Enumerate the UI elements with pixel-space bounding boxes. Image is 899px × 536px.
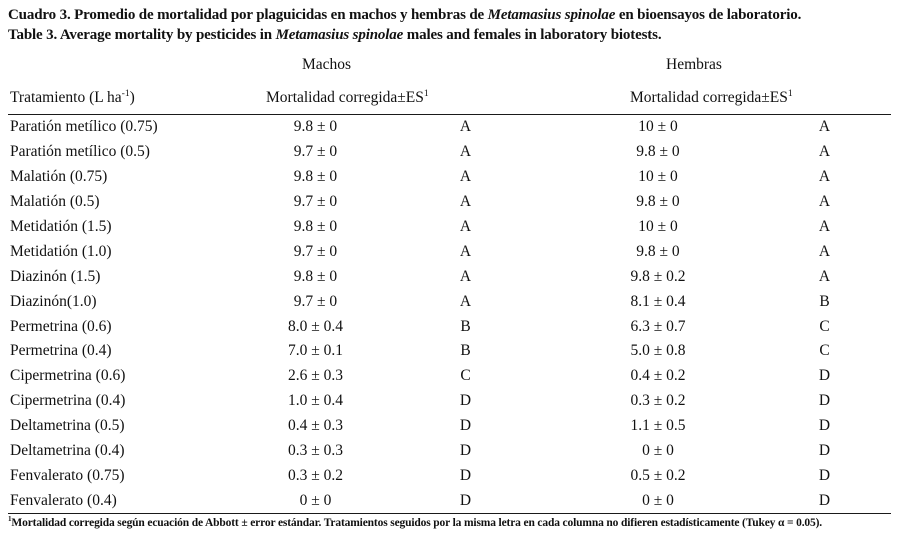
cell-hembras-value: 9.8 ± 0.2 <box>630 267 686 285</box>
cell-hembras-value: 8.1 ± 0.4 <box>630 292 686 310</box>
cell-treatment: Malatión (0.75) <box>10 168 108 186</box>
cell-machos-letter: D <box>459 392 472 410</box>
mortality-hembras-sup: 1 <box>787 87 793 99</box>
cell-machos-letter: D <box>459 442 472 460</box>
treatment-header-suffix: ) <box>129 89 135 106</box>
cell-machos-letter: A <box>459 193 472 211</box>
cell-machos-value: 9.8 ± 0 <box>293 267 338 285</box>
cell-machos-letter: A <box>459 218 472 235</box>
cell-machos-value: 0.4 ± 0.3 <box>287 417 343 435</box>
column-header-treatment <box>10 89 135 107</box>
table-row <box>8 389 891 414</box>
cell-machos-value: 9.8 ± 0 <box>293 168 338 186</box>
cell-hembras-value: 10 ± 0 <box>638 168 678 186</box>
group-header-machos: Machos <box>302 56 352 73</box>
table-row <box>8 488 891 513</box>
cell-machos-letter: A <box>459 267 472 285</box>
table-group-header-row <box>8 54 891 78</box>
cell-machos-letter: D <box>459 466 472 484</box>
cell-hembras-letter: C <box>819 342 830 360</box>
treatment-header-text: Tratamiento (L ha <box>10 89 122 106</box>
footnote-sup: 1 <box>8 515 12 524</box>
cell-hembras-value: 10 ± 0 <box>638 118 678 136</box>
cell-machos-value: 8.0 ± 0.4 <box>287 317 343 335</box>
column-header-mortality-machos <box>266 89 429 107</box>
cell-machos-letter: A <box>459 168 472 186</box>
table-row <box>8 165 891 190</box>
cell-hembras-value: 1.1 ± 0.5 <box>630 417 686 435</box>
table-row <box>8 239 891 264</box>
table-caption <box>8 6 891 45</box>
cell-treatment: Diazinón (1.5) <box>10 267 101 285</box>
cell-treatment: Diazinón(1.0) <box>10 292 97 310</box>
caption-es-suffix: en bioensayos de laboratorio. <box>615 7 802 23</box>
cell-machos-letter: A <box>459 242 472 260</box>
table-body <box>8 115 891 513</box>
table-row <box>8 115 891 140</box>
cell-hembras-value: 0 ± 0 <box>642 491 674 509</box>
cell-machos-value: 9.8 ± 0 <box>293 118 338 136</box>
table-row <box>8 364 891 389</box>
cell-hembras-letter: A <box>818 118 831 136</box>
cell-machos-letter: C <box>460 367 471 385</box>
cell-machos-value: 9.7 ± 0 <box>293 242 338 260</box>
cell-treatment: Cipermetrina (0.4) <box>10 392 126 410</box>
cell-hembras-letter: A <box>818 267 831 285</box>
caption-es-prefix: Cuadro 3. Promedio de mortalidad por plaguicidas en machos y hembras de <box>8 7 488 23</box>
cell-machos-letter: D <box>459 417 472 435</box>
caption-line-es <box>8 6 891 26</box>
table-row <box>8 140 891 165</box>
cell-machos-letter: A <box>459 292 472 310</box>
cell-hembras-value: 9.8 ± 0 <box>636 242 680 260</box>
caption-en-prefix: Table 3. Average mortality by pesticides in <box>8 26 276 43</box>
cell-hembras-letter: D <box>818 466 831 484</box>
cell-hembras-letter: D <box>818 417 831 435</box>
cell-machos-value: 0.3 ± 0.2 <box>287 466 343 484</box>
table-row <box>8 414 891 439</box>
cell-hembras-value: 0.3 ± 0.2 <box>630 392 686 410</box>
group-header-hembras: Hembras <box>666 56 722 73</box>
cell-machos-letter: D <box>459 491 472 509</box>
table-row <box>8 463 891 488</box>
cell-machos-letter: A <box>459 118 472 136</box>
treatment-header-sup: -1 <box>121 87 130 99</box>
cell-treatment: Malatión (0.5) <box>10 193 100 211</box>
cell-treatment: Paratión metílico (0.5) <box>10 143 150 161</box>
cell-treatment: Paratión metílico (0.75) <box>10 118 158 136</box>
footnote-text: Mortalidad corregida según ecuación de Abbott ± error estándar. Tratamientos seguidos por la misma letra en cada columna no difieren estadísticamente (Tukey α = 0.05). <box>11 517 823 530</box>
cell-hembras-letter: D <box>818 491 831 509</box>
caption-es-species: Metamasius spinolae <box>487 7 616 23</box>
cell-treatment: Metidatión (1.5) <box>10 218 112 235</box>
cell-machos-value: 0 ± 0 <box>299 491 332 509</box>
cell-machos-value: 2.6 ± 0.3 <box>287 367 343 385</box>
cell-hembras-value: 5.0 ± 0.8 <box>630 342 686 360</box>
table-row <box>8 439 891 464</box>
cell-hembras-letter: C <box>819 317 830 335</box>
cell-machos-value: 1.0 ± 0.4 <box>287 392 343 410</box>
cell-hembras-value: 6.3 ± 0.7 <box>630 317 686 335</box>
mortality-machos-text: Mortalidad corregida±ES <box>266 89 424 106</box>
cell-treatment: Permetrina (0.6) <box>10 317 112 335</box>
table-row <box>8 264 891 289</box>
cell-machos-value: 0.3 ± 0.3 <box>287 442 343 460</box>
cell-treatment: Metidatión (1.0) <box>10 242 112 260</box>
cell-machos-value: 9.7 ± 0 <box>293 143 338 161</box>
cell-hembras-letter: D <box>818 442 831 460</box>
cell-hembras-value: 9.8 ± 0 <box>636 143 680 161</box>
cell-hembras-value: 0.5 ± 0.2 <box>630 466 686 484</box>
cell-machos-letter: B <box>460 342 471 360</box>
cell-treatment: Deltametrina (0.4) <box>10 442 125 460</box>
cell-hembras-value: 10 ± 0 <box>638 218 678 235</box>
cell-treatment: Fenvalerato (0.75) <box>10 466 125 484</box>
cell-hembras-letter: D <box>818 392 831 410</box>
cell-hembras-letter: A <box>818 168 831 186</box>
cell-hembras-value: 0 ± 0 <box>642 442 674 460</box>
mortality-machos-sup: 1 <box>423 87 429 99</box>
cell-machos-value: 9.7 ± 0 <box>293 292 338 310</box>
cell-machos-letter: A <box>459 143 472 161</box>
cell-machos-value: 9.8 ± 0 <box>293 218 338 235</box>
column-header-mortality-hembras <box>630 89 793 107</box>
cell-hembras-value: 9.8 ± 0 <box>636 193 680 211</box>
table-row <box>8 289 891 314</box>
cell-hembras-letter: A <box>818 193 831 211</box>
table-row <box>8 215 891 240</box>
table-row <box>8 190 891 215</box>
cell-hembras-letter: A <box>818 218 831 235</box>
cell-treatment: Cipermetrina (0.6) <box>10 367 126 385</box>
table-row <box>8 314 891 339</box>
cell-machos-value: 9.7 ± 0 <box>293 193 338 211</box>
cell-hembras-letter: D <box>818 367 831 385</box>
cell-machos-letter: B <box>460 317 471 335</box>
table-column-header-row <box>8 78 891 114</box>
caption-en-species: Metamasius spinolae <box>275 26 404 43</box>
cell-hembras-letter: A <box>818 242 831 260</box>
cell-hembras-letter: B <box>819 292 830 310</box>
footnote <box>8 514 891 529</box>
caption-en-suffix: males and females in laboratory biotests. <box>403 26 662 43</box>
caption-line-en <box>8 26 891 46</box>
cell-machos-value: 7.0 ± 0.1 <box>287 342 343 360</box>
cell-treatment: Fenvalerato (0.4) <box>10 491 117 509</box>
cell-treatment: Deltametrina (0.5) <box>10 417 125 435</box>
table-row <box>8 339 891 364</box>
mortality-hembras-text: Mortalidad corregida±ES <box>630 89 788 106</box>
cell-treatment: Permetrina (0.4) <box>10 342 112 360</box>
cell-hembras-letter: A <box>818 143 831 161</box>
cell-hembras-value: 0.4 ± 0.2 <box>630 367 686 385</box>
